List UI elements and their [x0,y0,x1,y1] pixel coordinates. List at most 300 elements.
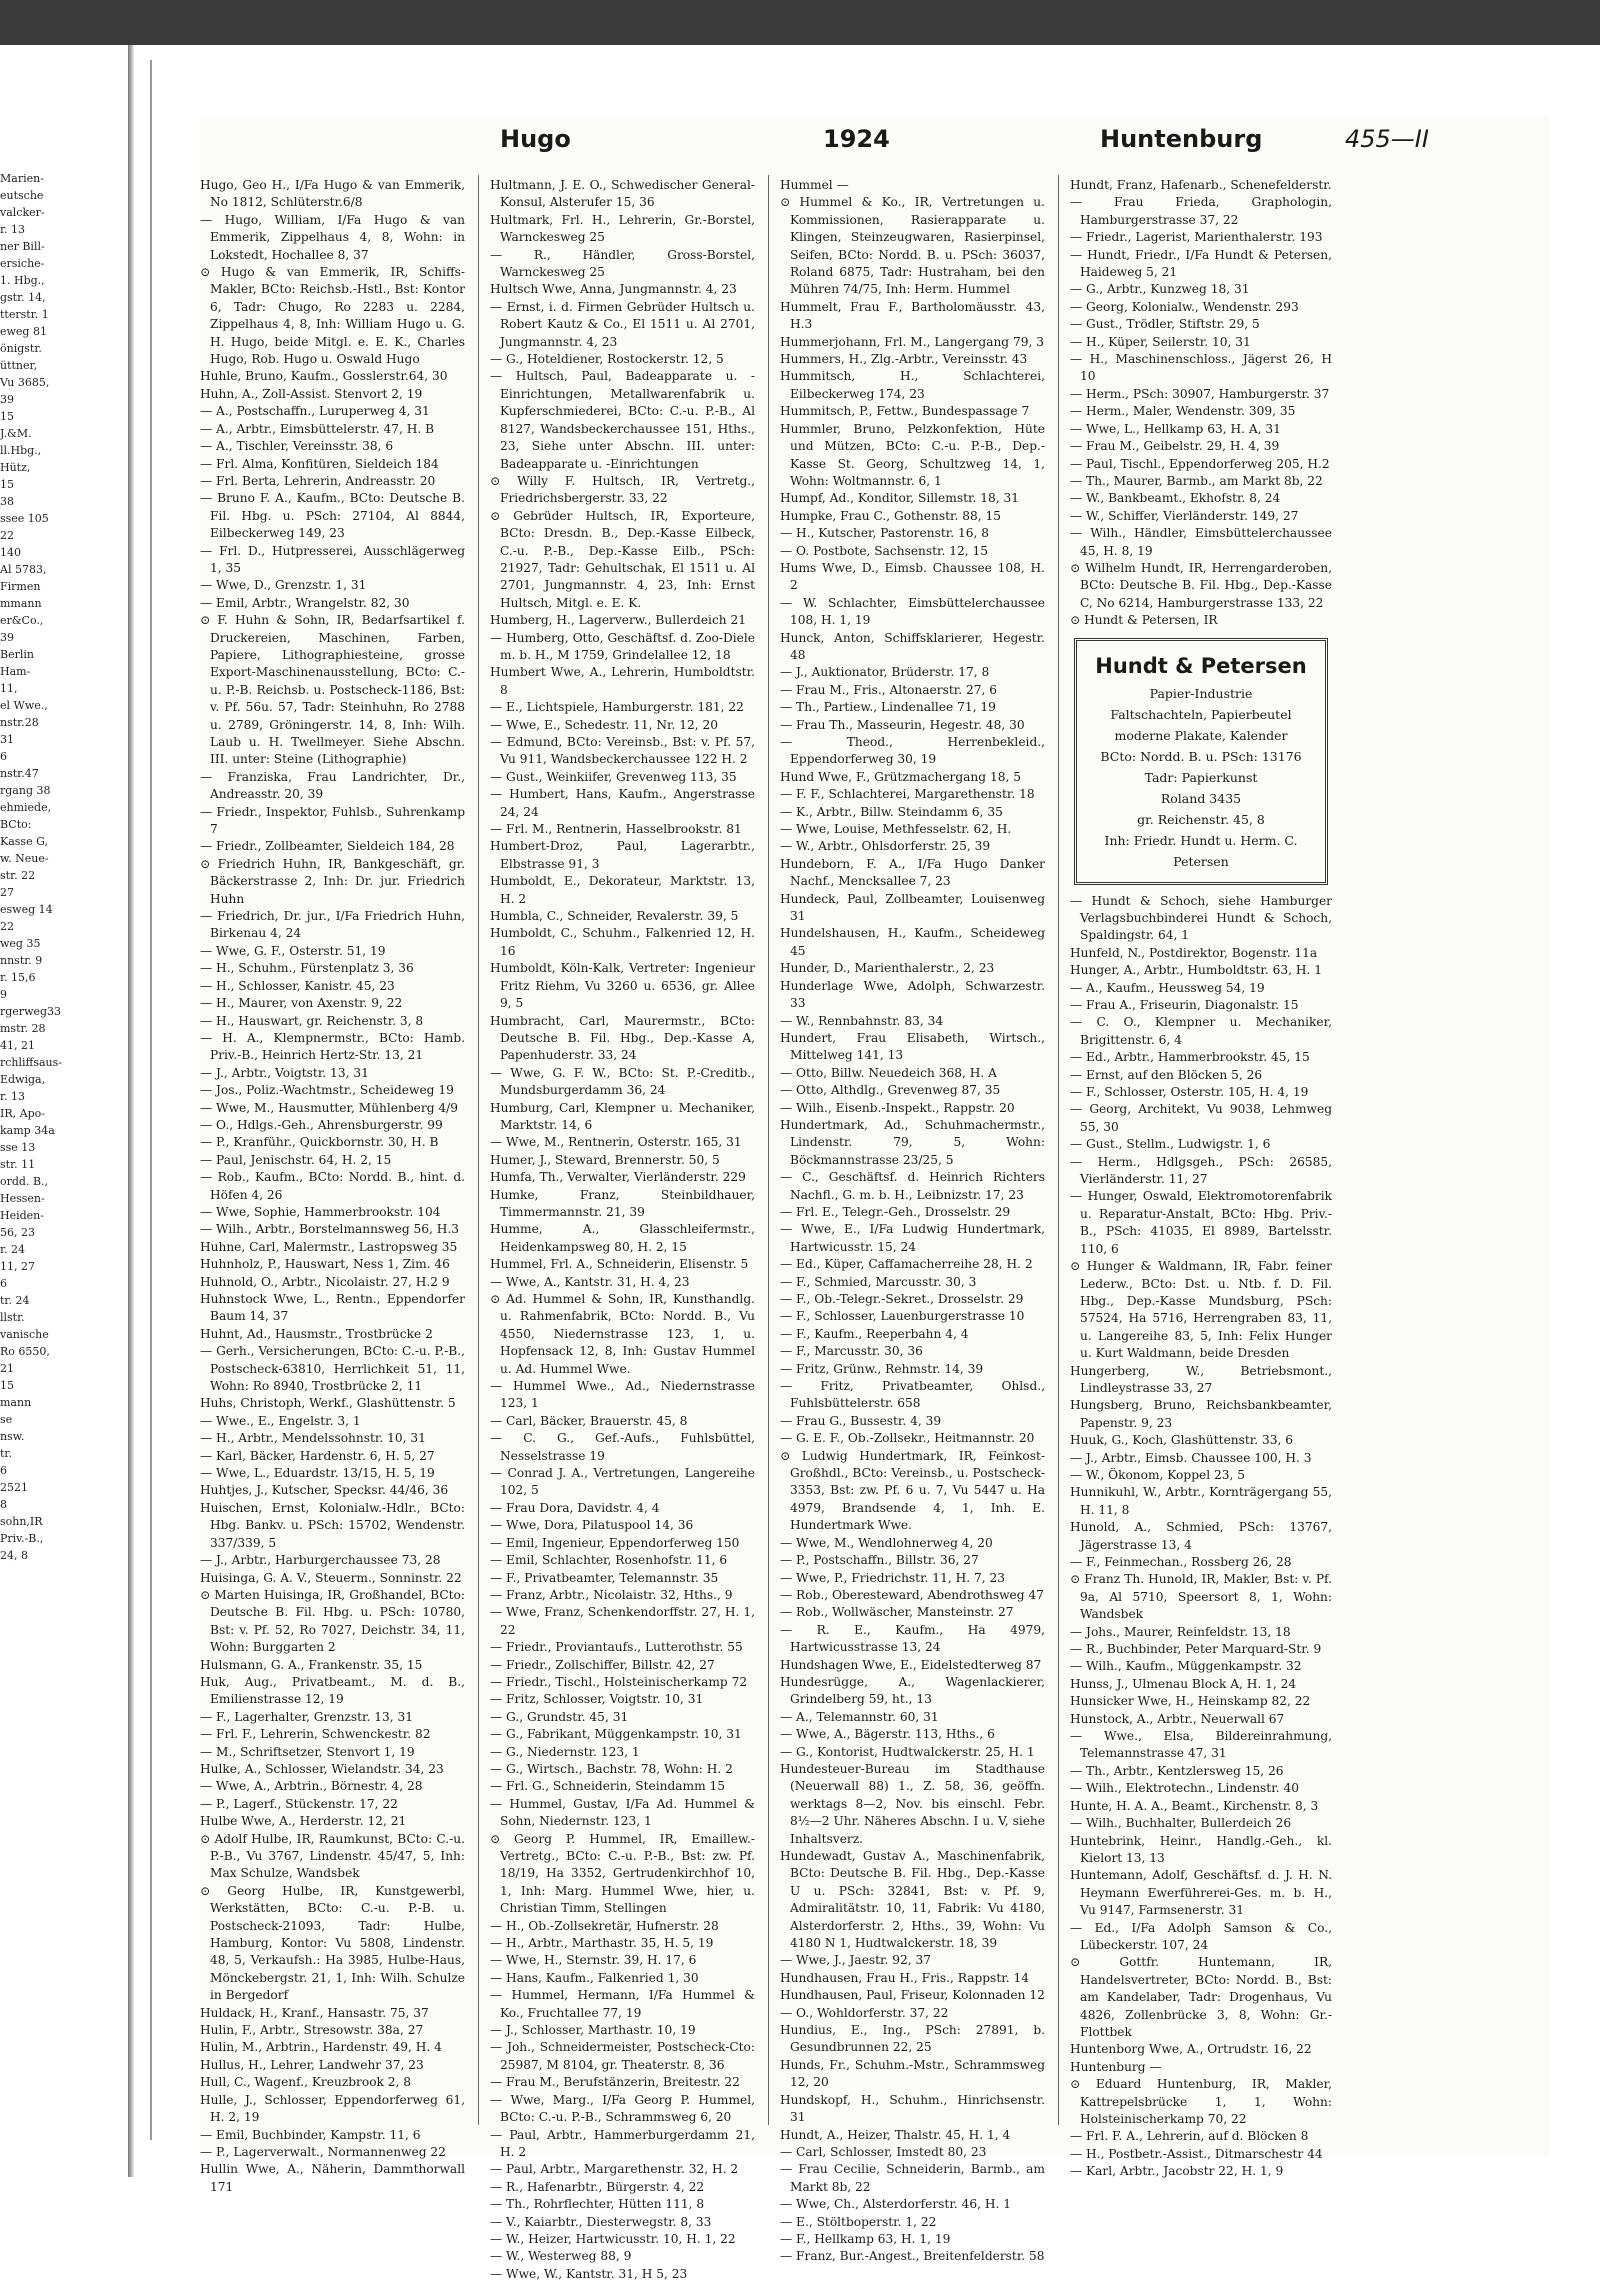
directory-entry: Hundert, Frau Elisabeth, Wirtsch., Mittelweg 141, 13 [780,1030,1045,1063]
directory-entry: Hundt, A., Heizer, Thalstr. 45, H. 1, 4 [780,2127,1011,2142]
directory-entry: — Hundt & Schoch, siehe Hamburger Verlagsbuchbinderei Hundt & Schoch, Spaldingstr. 64, 1 [1070,893,1332,943]
binding-edge [150,60,152,2140]
directory-entry: ⊙ Wilhelm Hundt, IR, Herrengarderoben, BCto: Deutsche B. Fil. Hbg., Dep.-Kasse C, No 6214, Hamburgerstrasse 133, 22 [1070,560,1332,610]
directory-entry: — J., Arbtr., Eimsb. Chaussee 100, H. 3 [1070,1450,1312,1465]
prev-page-line: rgang 38 [0,784,51,797]
directory-entry: — Hummel, Gustav, I/Fa Ad. Hummel & Sohn, Niedernstr. 123, 1 [490,1796,755,1829]
directory-entry: Humer, J., Steward, Brennerstr. 50, 5 [490,1152,720,1167]
prev-page-line: 11, 27 [0,1260,35,1273]
directory-entry: — Franz, Arbtr., Nicolaistr. 32, Hths., 9 [490,1587,733,1602]
prev-page-line: sse 13 [0,1141,36,1154]
directory-entry: Hundskopf, H., Schuhm., Hinrichsenstr. 31 [780,2092,1045,2125]
directory-entry: — Th., Partiew., Lindenallee 71, 19 [780,700,996,715]
directory-entry: — E., Stöltboperstr. 1, 22 [780,2214,937,2229]
directory-entry: Humfa, Th., Verwalter, Vierländerstr. 229 [490,1170,746,1185]
prev-page-line: Ro 6550, [0,1345,50,1358]
directory-entry: — Frl. D., Hutpresserei, Ausschlägerweg 1, 35 [200,543,465,575]
prev-page-line: mstr. 28 [0,1022,46,1035]
directory-entry: Hultmann, J. E. O., Schwedischer General-Konsul, Alsterufer 15, 36 [490,178,755,210]
directory-entry: — R., Buchbinder, Peter Marquard-Str. 9 [1070,1642,1322,1657]
directory-entry: — A., Arbtr., Eimsbüttelerstr. 47, H. B [200,421,435,436]
directory-entry: — Friedr., Zollbeamter, Sieldeich 184, 28 [200,839,455,854]
header-year: 1924 [823,125,890,153]
directory-entry: — Wwe, E., I/Fa Ludwig Hundertmark, Hartwicusstr. 15, 24 [780,1222,1045,1254]
directory-entry: Hungsberg, Bruno, Reichsbankbeamter, Papenstr. 9, 23 [1070,1398,1332,1430]
directory-entry: — H., Maurer, von Axenstr. 9, 22 [200,996,403,1011]
directory-entry: — Th., Arbtr., Kentzlersweg 15, 26 [1070,1763,1284,1778]
directory-entry: — Wilh., Arbtr., Borstelmannsweg 56, H.3 [200,1222,460,1237]
directory-entry: — H. A., Klempnermstr., BCto: Hamb. Priv.-B., Heinrich Hertz-Str. 13, 21 [200,1030,465,1063]
advertisement-line: Papier-Industrie [1149,685,1253,701]
directory-entry: — E., Lichtspiele, Hamburgerstr. 181, 22 [490,700,744,715]
directory-entry: Hund Wwe, F., Grützmachergang 18, 5 [780,769,1021,784]
header-last-name: Huntenburg [1100,125,1263,153]
directory-entry: — Frl. G., Schneiderin, Steindamm 15 [490,1779,726,1794]
directory-entry: ⊙ Hunger & Waldmann, IR, Fabr. feiner Lederw., BCto: Dst. u. Ntb. f. D. Fil. Hbg., Dep.-Kasse Mundsburg, PSch: 57524, Ha 5716, Herrengraben 83, 11, u. Langereihe 83, 5, Inh: Felix Hunger u. Kurt Waldmann, beide Dresden [1070,1259,1332,1361]
directory-entry: ⊙ Gebrüder Hultsch, IR, Exporteure, BCto: Dresdn. B., Dep.-Kasse Eilbeck, C.-u. P.-B., Dep.-Kasse Eilb., PSch: 21927, Tadr: Gehultschak, El 1511 u. Al 2701, Jungmannstr. 4, 23, Inh: Ernst Hultsch, Mitgl. e. E. K. [490,508,755,610]
directory-entry: Hullin Wwe, A., Näherin, Dammthorwall 171 [200,2162,465,2194]
directory-entry: Hulbe Wwe, A., Herderstr. 12, 21 [200,1814,407,1829]
directory-entry: — M., Schriftsetzer, Stenvort 1, 19 [200,1744,415,1759]
directory-entry: — K., Arbtr., Billw. Steindamm 6, 35 [780,804,1003,819]
directory-entry: Hummel, Frl. A., Schneiderin, Elisenstr. 5 [490,1257,749,1272]
directory-entry: — H., Arbtr., Marthastr. 35, H. 5, 19 [490,1936,714,1951]
directory-entry: — Gust., Stellm., Ludwigstr. 1, 6 [1070,1137,1271,1152]
directory-entry: Hunsicker Wwe, H., Heinskamp 82, 22 [1070,1694,1311,1709]
directory-entry: — Humbert, Hans, Kaufm., Angerstrasse 24, 24 [490,787,755,819]
directory-entry: — Georg, Kolonialw., Wendenstr. 293 [1070,299,1299,314]
directory-entry: Hunold, A., Schmied, PSch: 13767, Jägerstrasse 13, 4 [1070,1520,1332,1552]
prev-page-line: r. 15,6 [0,971,36,984]
prev-page-line: ehmiede, [0,801,52,814]
directory-entry: Huk, Aug., Privatbeamt., M. d. B., Emilienstrasse 12, 19 [200,1674,465,1707]
prev-page-line: str. 11 [0,1158,36,1171]
directory-entry: — Fritz, Privatbeamter, Ohlsd., Fuhlsbüttelerstr. 658 [780,1379,1045,1411]
directory-entry: — F., Marcusstr. 30, 36 [780,1344,923,1359]
advertisement-line: gr. Reichenstr. 45, 8 [1137,811,1265,827]
directory-entry: — G., Hoteldiener, Rostockerstr. 12, 5 [490,352,724,367]
column-rule [768,175,769,2125]
prev-page-line: 22 [0,920,14,933]
directory-entry: — Frl. Alma, Konfitüren, Sieldeich 184 [200,456,439,471]
directory-entry: — Wwe, G. F., Osterstr. 51, 19 [200,943,386,958]
column-2 [490,177,755,2281]
directory-entry: — J., Schlosser, Marthastr. 10, 19 [490,2023,696,2038]
prev-page-line: 15 [0,478,14,491]
directory-entry: Hundelshausen, H., Kaufm., Scheideweg 45 [780,926,1045,958]
directory-entry: — Conrad J. A., Vertretungen, Langereihe 102, 5 [490,1466,755,1498]
directory-entry: — F. F., Schlachterei, Margarethenstr. 18 [780,787,1035,802]
directory-entry: Hunck, Anton, Schiffsklarierer, Hegestr. 48 [780,630,1045,662]
directory-entry: — J., Arbtr., Voigtstr. 13, 31 [200,1065,369,1080]
directory-entry: — W. Schlachter, Eimsbüttelerchaussee 108, H. 1, 19 [780,595,1045,628]
directory-entry: ⊙ Willy F. Hultsch, IR, Vertretg., Friedrichsbergerstr. 33, 22 [490,473,755,506]
prev-page-line: se [0,1413,13,1426]
directory-entry: — Wwe., E., Engelstr. 3, 1 [200,1413,361,1428]
directory-entry: — Frl. M., Rentnerin, Hasselbrookstr. 81 [490,822,742,837]
directory-entry: ⊙ Gottfr. Huntemann, IR, Handelsvertreter, BCto: Nordd. B., Bst: am Kandelaber, Tadr: Drogenhaus, Vu 4826, Zollenbrücke 3, 8, Wohn: Gr.-Flottbek [1070,1955,1332,2039]
column-rule [478,175,479,2125]
directory-entry: Hummler, Bruno, Pelzkonfektion, Hüte und Mützen, BCto: C.-u. P.-B., Dep.-Kasse St. Georg, Schultzweg 14, 1, Wohn: Woltmannstr. 6, 1 [780,421,1045,488]
prev-page-line: Berlin [0,648,34,661]
directory-entry: Hunte, H. A. A., Beamt., Kirchenstr. 8, 3 [1070,1798,1319,1813]
directory-entry: ⊙ Georg P. Hummel, IR, Emaillew.-Vertretg., BCto: C.-u. P.-B., Bst: zw. Pf. 18/19, Ha 3352, Gertrudenkirchhof 10, 1, Inh: Marg. Hummel Wwe, hier, u. Christian Timm, Stellingen [490,1831,755,1916]
directory-entry: — P., Lagerf., Stückenstr. 17, 22 [200,1796,398,1811]
book-gutter [128,45,134,2177]
directory-entry: — G., Niedernstr. 123, 1 [490,1744,640,1759]
directory-entry: ⊙ Eduard Huntenburg, IR, Makler, Kattrepelsbrücke 1, 1, Wohn: Holsteinischerkamp 70, 22 [1070,2077,1332,2126]
prev-page-line: BCto: [0,818,32,831]
directory-entry: — Ernst, i. d. Firmen Gebrüder Hultsch u. Robert Kautz & Co., El 1511 u. Al 2701, Jungmannstr. 4, 23 [490,299,755,349]
header-page-number: 455—II [1345,125,1429,153]
prev-page-line: vanische [0,1328,49,1341]
prev-page-line: IR, Apo- [0,1107,45,1120]
prev-page-line: Hütz, [0,461,31,474]
directory-entry: ⊙ Adolf Hulbe, IR, Raumkunst, BCto: C.-u. P.-B., Vu 3767, Lindenstr. 45/47, 5, Inh: Max Schulze, Wandsbek [200,1831,465,1881]
directory-entry: — Bruno F. A., Kaufm., BCto: Deutsche B. Fil. Hbg. u. PSch: 27104, Al 8844, Eilbeckerweg 149, 23 [200,491,465,541]
directory-entry: Hummitsch, H., Schlachterei, Eilbeckerweg 174, 23 [780,369,1045,401]
directory-entry: — Carl, Schlosser, Imstedt 80, 23 [780,2144,987,2159]
directory-entry: — F., Lagerhalter, Grenzstr. 13, 31 [200,1709,413,1724]
directory-entry: — H., Küper, Seilerstr. 10, 31 [1070,334,1251,349]
prev-page-line: mann [0,1396,32,1409]
directory-entry: — Paul, Jenischstr. 64, H. 2, 15 [200,1152,392,1167]
directory-entry: — O., Wohldorferstr. 37, 22 [780,2005,949,2020]
directory-entry: ⊙ Ludwig Hundertmark, IR, Feinkost-Großhdl., BCto: Vereinsb., u. Postscheck-3353, Bst: zw. Pf. 6 u. 7, Vu 5447 u. Ha 4979, Brandsende 4, 1, Inh. E. Hundertmark Wwe. [780,1448,1045,1533]
directory-entry: — F., Schlosser, Lauenburgerstrasse 10 [780,1309,1025,1324]
prev-page-line: rgerweg33 [0,1005,62,1018]
advertisement-box [1074,638,1328,885]
prev-page-line: 56, 23 [0,1226,35,1239]
directory-entry: — A., Kaufm., Heussweg 54, 19 [1070,980,1265,995]
directory-entry: Hunder, D., Marienthalerstr., 2, 23 [780,961,995,976]
directory-entry: — W., Bankbeamt., Ekhofstr. 8, 24 [1070,491,1281,506]
directory-entry: — Fritz, Grünw., Rehmstr. 14, 39 [780,1361,984,1376]
directory-entry: — Friedr., Lagerist, Marienthalerstr. 193 [1070,230,1323,245]
advertisement-line: Roland 3435 [1160,790,1242,806]
directory-entry: — Carl, Bäcker, Brauerstr. 45, 8 [490,1413,688,1428]
directory-entry: — Wwe, P., Friedrichstr. 11, H. 7, 23 [780,1570,1005,1585]
directory-entry: Huischen, Ernst, Kolonialw.-Hdlr., BCto: Hbg. Bankv. u. PSch: 15702, Wendenstr. 337/339, 5 [200,1500,465,1550]
prev-page-line: 41, 21 [0,1039,35,1052]
directory-entry: Huntenborg Wwe, A., Ortrudstr. 16, 22 [1070,2042,1312,2057]
directory-entry: — Wwe, M., Wendlohnerweg 4, 20 [780,1535,993,1550]
directory-entry: — C. O., Klempner u. Mechaniker, Brigittenstr. 6, 4 [1070,1015,1332,1047]
directory-entry: Hunger, A., Arbtr., Humboldtstr. 63, H. 1 [1070,963,1322,978]
prev-page-line: ssee 105 [0,512,49,525]
prev-page-line: Kasse G, [0,835,48,848]
directory-entry: — Gust., Weinkiifer, Grevenweg 113, 35 [490,769,737,784]
prev-page-line: J.&M. [0,427,32,440]
directory-entry: ⊙ Hummel & Ko., IR, Vertretungen u. Kommissionen, Rasierapparate u. Klingen, Steinzeugwaren, Rasierpinsel, Seifen, BCto: Nordd. B. u. PSch: 36037, Roland 6875, Tadr: Hustraham, bei den Mühren 74/75, Inh: Herm. Hummel [780,195,1045,297]
directory-entry: Hundeck, Paul, Zollbeamter, Louisenweg 31 [780,891,1045,924]
directory-entry: — P., Kranführ., Quickbornstr. 30, H. B [200,1135,439,1150]
directory-entry: Hummelt, Frau F., Bartholomäusstr. 43, H.3 [780,299,1045,332]
directory-entry: — Humberg, Otto, Geschäftsf. d. Zoo-Diele m. b. H., M 1759, Grindelallee 12, 18 [490,630,755,662]
directory-entry: — Hummel, Hermann, I/Fa Hummel & Ko., Fruchtallee 77, 19 [490,1988,755,2020]
directory-entry: — J., Auktionator, Brüderstr. 17, 8 [780,665,990,680]
advertisement-line: Faltschachteln, Papierbeutel [1110,706,1292,722]
directory-entry: — Franziska, Frau Landrichter, Dr., Andreasstr. 20, 39 [200,769,465,802]
prev-page-line: sohn,IR [0,1515,43,1528]
directory-entry: Hulke, A., Schlosser, Wielandstr. 34, 23 [200,1761,444,1776]
directory-entry: — Wwe, Marg., I/Fa Georg P. Hummel, BCto: C.-u. P.-B., Schrammsweg 6, 20 [490,2092,755,2125]
directory-entry: — Hans, Kaufm., Falkenried 1, 30 [490,1970,699,1985]
directory-entry: Hungerberg, W., Betriebsmont., Lindleystrasse 33, 27 [1070,1363,1332,1395]
prev-page-line: eweg 81 [0,325,47,338]
directory-entry: Humbert Wwe, A., Lehrerin, Humboldtstr. 8 [490,665,755,697]
directory-entry: Hundeborn, F. A., I/Fa Hugo Danker Nachf., Mencksallee 7, 23 [780,856,1045,889]
directory-entry: Humbracht, Carl, Maurermstr., BCto: Deutsche B. Fil. Hbg., Dep.-Kasse A, Papenhuderstr. 33, 24 [490,1013,755,1063]
directory-entry: — Wwe, J., Jaestr. 92, 37 [780,1953,932,1968]
directory-entry: Hugo, Geo H., I/Fa Hugo & van Emmerik, No 1812, Schlüterstr.6/8 [200,178,465,210]
directory-entry: — Wwe, M., Rentnerin, Osterstr. 165, 31 [490,1135,742,1150]
directory-entry: Hunderlage Wwe, Adolph, Schwarzestr. 33 [780,978,1045,1011]
directory-entry: — Wilh., Elektrotechn., Lindenstr. 40 [1070,1781,1299,1796]
directory-entry: — Wwe, E., Schedestr. 11, Nr. 12, 20 [490,717,719,732]
directory-entry: — Ed., I/Fa Adolph Samson & Co., Lübeckerstr. 107, 24 [1070,1920,1332,1952]
directory-entry: — Paul, Arbtr., Margarethenstr. 32, H. 2 [490,2162,739,2177]
directory-entry: — Wilh., Eisenb.-Inspekt., Rappstr. 20 [780,1100,1015,1115]
column-4 [1070,177,1332,2179]
advertisement-line: BCto: Nordd. B. u. PSch: 13176 [1100,748,1302,764]
directory-entry: Hummitsch, P., Fettw., Bundespassage 7 [780,404,1030,419]
directory-entry: — Rob., Kaufm., BCto: Nordd. B., hint. d. Höfen 4, 26 [200,1170,465,1202]
directory-entry: — Wwe, L., Hellkamp 63, H. A, 31 [1070,421,1281,436]
directory-entry: — F., Privatbeamter, Telemannstr. 35 [490,1570,719,1585]
directory-entry: — O. Postbote, Sachsenstr. 12, 15 [780,543,989,558]
prev-page-line: ersiche- [0,257,45,270]
directory-entry: Hummerjohann, Frl. M., Langergang 79, 3 [780,334,1044,349]
directory-entry: Hulin, F., Arbtr., Stresowstr. 38a, 27 [200,2023,424,2038]
directory-entry: Hulsmann, G. A., Frankenstr. 35, 15 [200,1657,423,1672]
directory-page [200,115,1550,2281]
directory-entry: — Frau Cecilie, Schneiderin, Barmb., am Markt 8b, 22 [780,2162,1045,2194]
directory-entry: Hull, C., Wagenf., Kreuzbrook 2, 8 [200,2075,412,2090]
directory-entry: — Frl. F. A., Lehrerin, auf d. Blöcken 8 [1070,2129,1309,2144]
directory-entry: Hundius, E., Ing., PSch: 27891, b. Gesundbrunnen 22, 25 [780,2023,1045,2055]
directory-entry: — A., Telemannstr. 60, 31 [780,1709,939,1724]
prev-page-line: tr. 24 [0,1294,30,1307]
directory-entry: — Th., Rohrflechter, Hütten 111, 8 [490,2197,705,2212]
directory-entry: — Wwe, H., Sternstr. 39, H. 17, 6 [490,1953,697,1968]
directory-entry: Huhnold, O., Arbtr., Nicolaistr. 27, H.2 9 [200,1274,450,1289]
directory-entry: ⊙ Friedrich Huhn, IR, Bankgeschäft, gr. Bäckerstrasse 2, Inh: Dr. jur. Friedrich Huhn [200,856,465,906]
directory-entry: — Frau M., Berufstänzerin, Breitestr. 22 [490,2075,740,2090]
prev-page-line: üttner, [0,359,38,372]
directory-entry: Huhnholz, P., Hauswart, Ness 1, Zim. 46 [200,1257,450,1272]
prev-page-line: el Wwe., [0,699,48,712]
directory-entry: Hundshagen Wwe, E., Eidelstedterweg 87 [780,1657,1042,1672]
directory-entry: — Karl, Arbtr., Jacobstr 22, H. 1, 9 [1070,2164,1284,2179]
directory-entry: Huhnt, Ad., Hausmstr., Trostbrücke 2 [200,1326,433,1341]
prev-page-line: rchliffsaus- [0,1056,63,1069]
directory-entry: — H., Ob.-Zollsekretär, Hufnerstr. 28 [490,1918,719,1933]
directory-entry: Hundhausen, Paul, Friseur, Kolonnaden 12 [780,1988,1045,2003]
directory-entry: — Hugo, William, I/Fa Hugo & van Emmerik, Zippelhaus 4, 8, Wohn: in Lokstedt, Hochallee 8, 37 [200,212,465,262]
prev-page-line: 8 [0,1498,7,1511]
prev-page-line: 6 [0,1277,7,1290]
directory-entry: Humboldt, Köln-Kalk, Vertreter: Ingenieur Fritz Riehm, Vu 3260 u. 6536, gr. Allee 9, 5 [490,961,755,1011]
prev-page-line: esweg 14 [0,903,53,916]
directory-entry: Huhne, Carl, Malermstr., Lastropsweg 35 [200,1239,458,1254]
prev-page-line: str. 22 [0,869,36,882]
directory-entry: — G., Kontorist, Hudtwalckerstr. 25, H. 1 [780,1744,1035,1759]
directory-entry: — Wwe, G. F. W., BCto: St. P.-Creditb., Mundsburgerdamm 36, 24 [490,1065,755,1098]
directory-entry: — P., Postschaffn., Billstr. 36, 27 [780,1553,979,1568]
directory-entry: — Theod., Herrenbekleid., Eppendorferweg 30, 19 [780,735,1045,767]
prev-page-line: 24, 8 [0,1549,28,1562]
directory-entry: — Gust., Trödler, Stiftstr. 29, 5 [1070,317,1260,332]
prev-page-line: Vu 3685, [0,376,50,389]
prev-page-line: nstr.47 [0,767,39,780]
directory-entry: — H., Maschinenschloss., Jägerst 26, H 10 [1070,352,1332,384]
directory-entry: ⊙ Hugo & van Emmerik, IR, Schiffs-Makler, BCto: Reichsb.-Hstl., Bst: Kontor 6, Tadr: Chugo, Ro 2283 u. 2284, Zippelhaus 4, 8, Inh: William Hugo u. G. H. Hugo, beide Mitgl. e. E. K., Charles Hugo, Rob. Hugo u. Oswald Hugo [200,265,465,367]
directory-entry: — Emil, Buchbinder, Kampstr. 11, 6 [200,2127,421,2142]
prev-page-line: 39 [0,393,14,406]
directory-entry: — Franz, Bur.-Angest., Breitenfelderstr. 58 [780,2249,1045,2264]
directory-entry: — R. E., Kaufm., Ha 4979, Hartwicusstrasse 13, 24 [780,1622,1045,1655]
column-3 [780,177,1045,2264]
prev-page-line: tterstr. 1 [0,308,49,321]
directory-entry: Huisinga, G. A. V., Steuerm., Sonninstr. 22 [200,1570,462,1585]
directory-entry: — Georg, Architekt, Vu 9038, Lehmweg 55, 30 [1070,1102,1332,1134]
directory-entry: — Ed., Küper, Caffamacherreihe 28, H. 2 [780,1257,1033,1272]
directory-entry: — F., Schmied, Marcusstr. 30, 3 [780,1274,977,1289]
directory-entry: Humboldt, C., Schuhm., Falkenried 12, H. 16 [490,926,755,958]
prev-page-line: Al 5783, [0,563,47,576]
directory-entry: — Hundt, Friedr., I/Fa Hundt & Petersen, Haideweg 5, 21 [1070,247,1332,280]
directory-entry: Huhle, Bruno, Kaufm., Gosslerstr.64, 30 [200,369,448,384]
directory-entry: — Friedr., Proviantaufs., Lutterothstr. 55 [490,1640,743,1655]
directory-entry: — V., Kaiarbtr., Diesterwegstr. 8, 33 [490,2214,712,2229]
directory-entry: — Wwe, Ch., Alsterdorferstr. 46, H. 1 [780,2197,1011,2212]
directory-entry: — Wwe, Louise, Methfesselstr. 62, H. [780,822,1012,837]
prev-page-line: Priv.-B., [0,1532,44,1545]
directory-entry: — G., Wirtsch., Bachstr. 78, Wohn: H. 2 [490,1761,733,1776]
prev-page-line: r. 13 [0,223,26,236]
directory-entry: — H., Hauswart, gr. Reichenstr. 3, 8 [200,1013,424,1028]
directory-entry: — Wilh., Kaufm., Müggenkampstr. 32 [1070,1659,1302,1674]
previous-page-fragment [0,170,125,2100]
directory-entry: — Hultsch, Paul, Badeapparate u. -Einrichtungen, Metallwarenfabrik u. Kupferschmiederei, BCto: C.-u. P.-B., Al 8127, Wandsbeckerchaussee 151, Hths., 23, Siehe unter Abschn. III. unter: Badeapparate u. -Einrichtungen [490,369,755,471]
prev-page-line: 31 [0,733,14,746]
prev-page-line: mmann [0,597,42,610]
prev-page-line: Edwiga, [0,1073,46,1086]
directory-entry: ⊙ F. Huhn & Sohn, IR, Bedarfsartikel f. Druckereien, Maschinen, Farben, Papiere, Lithographiesteine, grosse Export-Maschinenausstellung, BCto: C.-u. P.-B. Reichsb. u. Postscheck-1186, Bst: v. Pf. 56u. 57, Tadr: Steinhuhn, Ro 2788 u. 2789, Gröningerstr. 14, 8, Inh: Wilh. Laub u. H. Twellmeyer. Siehe Abschn. III. unter: Steine (Lithographie) [200,613,465,767]
directory-entry: Humburg, Carl, Klempner u. Mechaniker, Marktstr. 14, 6 [490,1100,755,1132]
directory-entry: Humberg, H., Lagerverw., Bullerdeich 21 [490,613,747,628]
directory-entry: — Rob., Oberesteward, Abendrothsweg 47 [780,1587,1044,1602]
directory-entry: — H., Arbtr., Mendelssohnstr. 10, 31 [200,1431,426,1446]
directory-entry: — Jos., Poliz.-Wachtmstr., Scheideweg 19 [200,1083,454,1098]
directory-entry: Hummers, H., Zlg.-Arbtr., Vereinsstr. 43 [780,352,1028,367]
directory-entry: — Joh., Schneidermeister, Postscheck-Cto: 25987, M 8104, gr. Theaterstr. 8, 36 [490,2040,755,2072]
prev-page-line: nnstr. 9 [0,954,43,967]
directory-entry: — W., Westerweg 88, 9 [490,2249,632,2264]
directory-entry: — A., Postschaffn., Luruperweg 4, 31 [200,404,430,419]
directory-entry: Huldack, H., Kranf., Hansastr. 75, 37 [200,2005,429,2020]
directory-entry: — G. E. F., Ob.-Zollsekr., Heitmannstr. 20 [780,1431,1035,1446]
directory-entry: — Paul, Tischl., Eppendorferweg 205, H.2 [1070,456,1330,471]
directory-entry: — Frau Th., Masseurin, Hegestr. 48, 30 [780,717,1025,732]
directory-entry: — Wwe, L., Eduardstr. 13/15, H. 5, 19 [200,1466,435,1481]
prev-page-line: nstr.28 [0,716,39,729]
directory-entry: — Emil, Ingenieur, Eppendorferweg 150 [490,1535,740,1550]
directory-entry: Hundertmark, Ad., Schuhmachermstr., Lindenstr. 79, 5, Wohn: Böckmannstrasse 23/25, 5 [780,1117,1045,1167]
directory-entry: — C. G., Gef.-Aufs., Fuhlsbüttel, Nesselstrasse 19 [490,1431,755,1463]
directory-entry: — Johs., Maurer, Reinfeldstr. 13, 18 [1070,1624,1291,1639]
prev-page-line: 1. Hbg., [0,274,45,287]
directory-entry: — F., Hellkamp 63, H. 1, 19 [780,2231,951,2246]
directory-entry: — Frau M., Geibelstr. 29, H. 4, 39 [1070,439,1280,454]
directory-entry: — W., Schiffer, Vierländerstr. 149, 27 [1070,508,1299,523]
advertisement-title: Hundt & Petersen [1095,653,1307,678]
prev-page-line: 11, [0,682,18,695]
directory-entry: — Wwe, D., Grenzstr. 1, 31 [200,578,367,593]
directory-entry: — Edmund, BCto: Vereinsb., Bst: v. Pf. 57, Vu 911, Wandsbeckerchaussee 122 H. 2 [490,735,755,767]
directory-entry: Huntebrink, Heinr., Handlg.-Geh., kl. Kielort 13, 13 [1070,1833,1332,1865]
directory-entry: Humbla, C., Schneider, Revalerstr. 39, 5 [490,909,739,924]
prev-page-line: 6 [0,1464,7,1477]
header-first-name: Hugo [500,125,571,153]
directory-entry: Huhn, A., Zoll-Assist. Stenvort 2, 19 [200,386,423,401]
directory-entry: — Gerh., Versicherungen, BCto: C.-u. P.-B., Postscheck-63810, Herrlichkeit 51, 11, Wohn: Ro 8940, Trostbrücke 2, 11 [200,1344,465,1394]
directory-entry: — W., Ökonom, Koppel 23, 5 [1070,1467,1245,1482]
directory-entry: — O., Hdlgs.-Geh., Ahrensburgerstr. 99 [200,1117,443,1132]
directory-entry: Hulle, J., Schlosser, Eppendorferweg 61, H. 2, 19 [200,2092,465,2125]
directory-entry: — Wwe, A., Bägerstr. 113, Hths., 6 [780,1727,995,1742]
directory-entry: — W., Heizer, Hartwicusstr. 10, H. 1, 22 [490,2231,736,2246]
directory-entry: Hundewadt, Gustav A., Maschinenfabrik, BCto: Deutsche B. Fil. Hbg., Dep.-Kasse U u. PSch: 32841, Bst: v. Pf. 9, Admiralitätstr. 10, 11, Fabrik: Vu 4180, Alsterdorferstr. 2, Hths., 39, Wohn: Vu 4180 N 1, Hudtwalckerstr. 18, 39 [780,1849,1045,1951]
prev-page-line: gstr. 14, [0,291,46,304]
prev-page-line: r. 13 [0,1090,26,1103]
directory-entry: — Frau A., Friseurin, Diagonalstr. 15 [1070,998,1299,1012]
directory-entry: Humpke, Frau C., Gothenstr. 88, 15 [780,508,1001,523]
directory-entry: — Emil, Arbtr., Wrangelstr. 82, 30 [200,595,410,610]
directory-entry: Hums Wwe, D., Eimsb. Chaussee 108, H. 2 [780,560,1045,593]
directory-entry: — Wilh., Buchhalter, Bullerdeich 26 [1070,1816,1292,1831]
prev-page-line: 9 [0,988,7,1001]
directory-entry: Hundesrügge, A., Wagenlackierer, Grindelberg 59, ht., 13 [780,1674,1045,1707]
directory-entry: — Frau M., Fris., Altonaerstr. 27, 6 [780,682,997,697]
prev-page-line: 2521 [0,1481,28,1494]
directory-entry: Hunds, Fr., Schuhm.-Mstr., Schrammsweg 12, 20 [780,2057,1045,2090]
prev-page-line: ner Bill- [0,240,45,253]
column-rule [1058,175,1059,2125]
directory-entry: Humke, Franz, Steinbildhauer, Timmermannstr. 21, 39 [490,1187,755,1219]
directory-entry: — Emil, Schlachter, Rosenhofstr. 11, 6 [490,1553,728,1568]
prev-page-line: ordd. B., [0,1175,49,1188]
directory-entry: ⊙ Franz Th. Hunold, IR, Makler, Bst: v. Pf. 9a, Al 5710, Speersort 8, 1, Wohn: Wandsbek [1070,1572,1332,1622]
directory-entry: — Hummel Wwe., Ad., Niedernstrasse 123, 1 [490,1379,755,1411]
directory-entry: — Otto, Althdlg., Grevenweg 87, 35 [780,1083,1001,1098]
directory-entry: — Otto, Billw. Neuedeich 368, H. A [780,1065,997,1080]
directory-entry: — G., Grundstr. 45, 31 [490,1709,629,1724]
directory-entry: Hunfeld, N., Postdirektor, Bogenstr. 11a [1070,945,1318,960]
prev-page-line: valcker- [0,206,45,219]
directory-entry: — Paul, Arbtr., Hammerburgerdamm 21, H. 2 [490,2127,755,2159]
directory-entry: Humbert-Droz, Paul, Lagerarbtr., Elbstrasse 91, 3 [490,839,755,871]
prev-page-line: eutsche [0,189,44,202]
scan-border [0,0,1600,45]
column-1 [200,177,465,2194]
directory-entry: Humboldt, E., Dekorateur, Marktstr. 13, H. 2 [490,874,755,906]
prev-page-line: 38 [0,495,14,508]
directory-entry: — Herm., Hdlgsgeh., PSch: 26585, Vierländerstr. 11, 27 [1070,1154,1332,1187]
directory-entry: — Fritz, Schlosser, Voigtstr. 10, 31 [490,1692,704,1707]
directory-entry: — Herm., Maler, Wendenstr. 309, 35 [1070,404,1296,419]
